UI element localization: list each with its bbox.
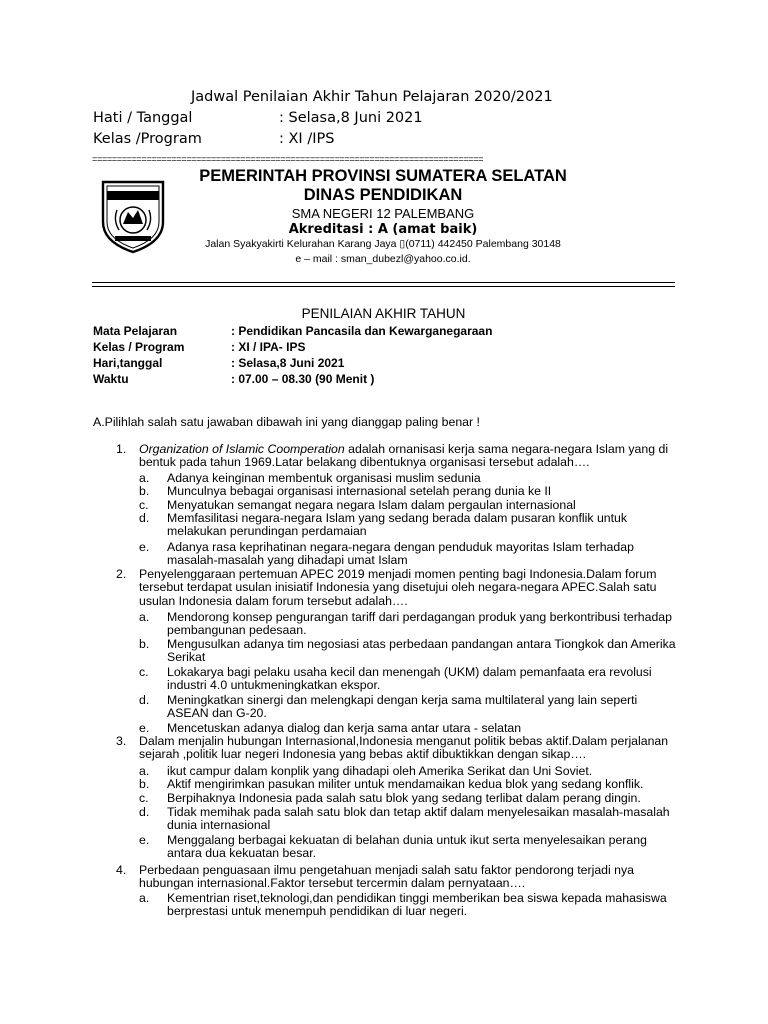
option-text: Munculnya bebagai organisasi internasional setelah perang dunia ke II	[167, 484, 552, 498]
option-text: Memfasilitasi negara-negara Islam yang sedang berada dalam pusaran konflik untuk melakukan perundingan perdamaian	[167, 511, 628, 539]
class-label: Kelas /Program	[93, 131, 202, 147]
option-text: Meningkatkan sinergi dan melengkapi dengan kerja sama multilateral yang lain seperti ASEAN dan G-20.	[167, 693, 638, 721]
class-value: : XI /IPS	[279, 131, 335, 147]
separator-line: ===============================================================================	[92, 155, 484, 165]
accreditation: Akreditasi : A (amat baik)	[288, 222, 478, 237]
option-text: ikut campur dalam konplik yang dihadapi oleh Amerika Serikat dan Uni Soviet.	[167, 764, 593, 778]
school-email: e – mail : sman_dubezl@yahoo.co.id.	[295, 253, 471, 265]
option-text: Menggalang berbagai kekuatan di belahan dunia untuk ikut serta menyelesaikan perang antara dua kekuatan besar.	[167, 833, 647, 861]
class-row	[93, 131, 593, 151]
province-emblem-logo	[97, 178, 169, 254]
day-row	[93, 110, 593, 130]
school-name: SMA NEGERI 12 PALEMBANG	[291, 206, 475, 221]
question-text-italic: Organization of Islamic Coomperation	[139, 442, 345, 456]
option-text: Menyatukan semangat negara negara Islam dalam pergaulan internasional	[167, 498, 576, 512]
instruction: A.Pilihlah salah satu jawaban dibawah ini yang dianggap paling benar !	[93, 415, 480, 429]
agency-name: DINAS PENDIDIKAN	[303, 186, 463, 204]
exam-title: PENILAIAN AKHIR TAHUN	[301, 306, 466, 321]
option-text: Mencetuskan adanya dialog dan kerja sama antar utara - selatan	[167, 721, 522, 735]
option-text: Tidak memihak pada salah satu blok dan tetap aktif dalam menyelesaikan masalah-masalah dunia internasional	[167, 805, 670, 833]
day-value: : Selasa,8 Juni 2021	[279, 110, 423, 126]
schedule-title: Jadwal Penilaian Akhir Tahun Pelajaran 2020/2021	[191, 89, 553, 105]
option-text: Adanya keinginan membentuk organisasi muslim sedunia	[167, 471, 481, 485]
exam-info: Mata Pelajaran : Pendidikan Pancasila dan Kewarganegaraan Kelas / Program : XI / IPA- IPS Hari,tanggal : Selasa,8 Juni 2021 Waktu : 07.00 – 08.30 (90 Menit )	[93, 324, 493, 386]
option-text: Berpihaknya Indonesia pada salah satu blok yang sedang terlibat dalam perang dingin.	[167, 791, 641, 805]
option-text: Mengusulkan adanya tim negosiasi atas perbedaan pandangan antara Tiongkok dan Amerika Serikat	[167, 637, 676, 665]
question-text: Penyelenggaraan pertemuan APEC 2019 menjadi momen penting bagi Indonesia.Dalam forum tersebut terdapat usulan inisiatif Indonesia yang disetujui oleh negara-negara APEC.Salah satu usulan Indonesia dalam forum tersebut adalah….	[139, 567, 657, 608]
school-address: Jalan Syakyakirti Kelurahan Karang Jaya ▯(0711) 442450 Palembang 30148	[205, 238, 561, 250]
option-text: Mendorong konsep pengurangan tariff dari perdagangan produk yang berkontribusi terhadap pembangunan pedesaan.	[167, 610, 672, 638]
letterhead-divider-thin	[92, 286, 675, 287]
option-text: Aktif mengirimkan pasukan militer untuk mendamaikan kedua blok yang sedang konflik.	[167, 777, 644, 791]
question-text: adalah ornanisasi kerja sama negara-negara Islam yang di bentuk pada tahun 1969.Latar belakang dibentuknya organisasi tersebut adalah….	[139, 442, 669, 470]
option-text: Adanya rasa keprihatinan negara-negara dengan penduduk mayoritas Islam terhadap masalah-masalah yang dihadapi umat Islam	[167, 540, 634, 568]
letterhead-divider-thick	[92, 282, 675, 283]
question-text: Dalam menjalin hubungan Internasional,Indonesia menganut politik bebas aktif.Dalam perjalanan sejarah ,politik luar negeri Indonesia yang bebas aktif dibuktikkan dengan sikap….	[139, 734, 669, 762]
question-text: Perbedaan penguasaan ilmu pengetahuan menjadi salah satu faktor pendorong terjadi nya hubungan internasional.Faktor tersebut tercermin dalam pernyataan….	[139, 863, 634, 891]
government-name: PEMERINTAH PROVINSI SUMATERA SELATAN	[199, 167, 567, 185]
option-text: Kementrian riset,teknologi,dan pendidikan tinggi memberikan bea siswa kepada mahasiswa berprestasi untuk menempuh pendidikan di luar negeri.	[167, 891, 667, 919]
day-label: Hati / Tanggal	[93, 110, 193, 126]
option-text: Lokakarya bagi pelaku usaha kecil dan menengah (UKM) dalam pemanfaata era revolusi industri 4.0 untukmeningkatkan ekspor.	[167, 665, 652, 693]
